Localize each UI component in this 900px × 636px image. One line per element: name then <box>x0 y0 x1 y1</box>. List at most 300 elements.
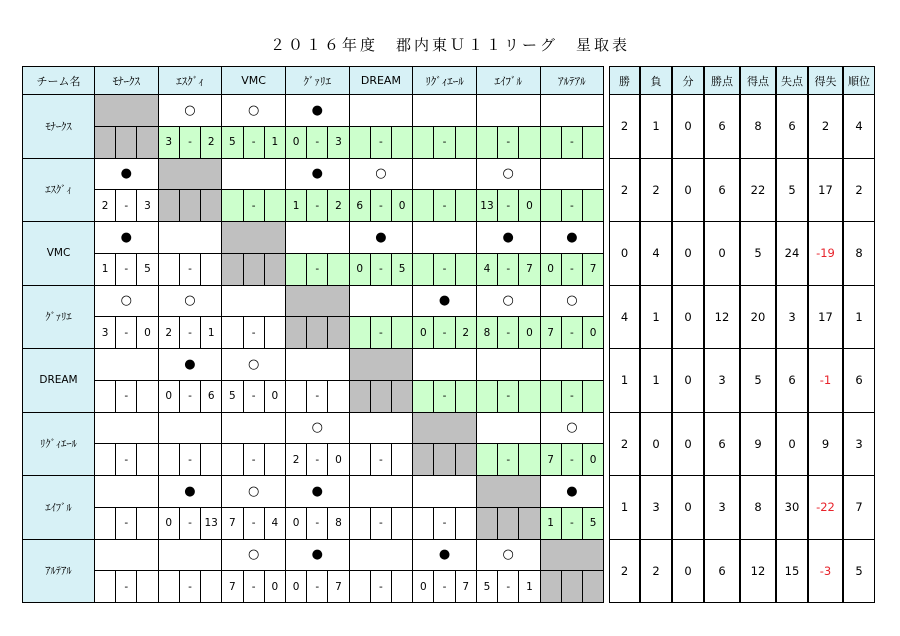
score-cell: 6 <box>350 190 371 222</box>
header-opponent: ｴｽｸﾞｨ <box>159 66 223 95</box>
score-cell: - <box>180 571 201 603</box>
diagonal-cell <box>434 444 455 476</box>
result-mark: ● <box>350 222 414 254</box>
stat-value: 6 <box>704 95 740 159</box>
score-cell: 13 <box>477 190 498 222</box>
result-mark: ○ <box>222 476 286 508</box>
score-cell: - <box>498 254 519 286</box>
result-mark <box>95 476 159 508</box>
header-opponent: ｱﾙﾃｱﾙ <box>541 66 605 95</box>
score-cell <box>392 571 413 603</box>
header-team-name: チーム名 <box>22 66 95 95</box>
stat-value: 1 <box>640 286 672 350</box>
result-mark: ● <box>95 222 159 254</box>
stat-value: 6 <box>704 159 740 223</box>
score-cell: - <box>244 508 265 540</box>
stat-value: 6 <box>704 540 740 604</box>
header-stat: 得失 <box>808 66 843 95</box>
score-cell: - <box>434 190 455 222</box>
score-cell <box>583 127 604 159</box>
score-cell: 0 <box>541 254 562 286</box>
header-stat: 勝点 <box>704 66 740 95</box>
team-name: ﾘｸﾞｨｴｰﾙ <box>22 413 95 477</box>
diagonal-cell <box>392 381 413 413</box>
score-cell: - <box>562 190 583 222</box>
result-mark <box>222 286 286 318</box>
score-cell: 0 <box>159 381 180 413</box>
score-cell <box>95 571 116 603</box>
score-cell: 0 <box>286 571 307 603</box>
score-cell <box>541 381 562 413</box>
stat-value: 0 <box>672 286 704 350</box>
diagonal-cell <box>541 571 562 603</box>
score-cell: - <box>371 190 392 222</box>
score-cell <box>222 190 243 222</box>
stat-value: 22 <box>740 159 776 223</box>
stat-value: 3 <box>776 286 808 350</box>
score-cell: 0 <box>265 571 286 603</box>
score-cell: - <box>244 381 265 413</box>
score-cell: 2 <box>328 190 349 222</box>
score-cell <box>265 190 286 222</box>
result-mark <box>95 413 159 445</box>
diagonal-cell <box>350 381 371 413</box>
score-cell: 2 <box>456 317 477 349</box>
score-cell <box>477 381 498 413</box>
score-cell: 0 <box>519 190 540 222</box>
score-cell: 3 <box>95 317 116 349</box>
team-name: ｴｲﾌﾞﾙ <box>22 476 95 540</box>
score-cell <box>95 381 116 413</box>
stat-value: 9 <box>808 413 843 477</box>
stat-value: 20 <box>740 286 776 350</box>
diagonal-cell <box>413 413 477 445</box>
header-opponent: ｸﾞｧﾘｴ <box>286 66 350 95</box>
result-mark: ● <box>95 159 159 191</box>
diagonal-cell <box>286 317 307 349</box>
stat-value: 7 <box>843 476 875 540</box>
score-cell <box>350 444 371 476</box>
stat-value: 2 <box>808 95 843 159</box>
score-cell: - <box>307 190 328 222</box>
score-cell: 8 <box>328 508 349 540</box>
diagonal-cell <box>265 254 286 286</box>
score-cell: 0 <box>519 317 540 349</box>
score-cell: - <box>307 508 328 540</box>
stat-value: 6 <box>776 95 808 159</box>
score-cell: 5 <box>137 254 158 286</box>
result-mark <box>350 286 414 318</box>
score-cell: 0 <box>265 381 286 413</box>
score-cell: - <box>116 317 137 349</box>
score-cell <box>456 254 477 286</box>
score-cell <box>95 444 116 476</box>
score-cell <box>519 127 540 159</box>
score-cell <box>201 444 222 476</box>
diagonal-cell <box>328 317 349 349</box>
score-cell <box>519 444 540 476</box>
stat-value: 6 <box>843 349 875 413</box>
score-cell: 0 <box>350 254 371 286</box>
score-cell: - <box>434 317 455 349</box>
header-stat: 得点 <box>740 66 776 95</box>
result-mark: ○ <box>541 413 605 445</box>
score-cell: - <box>371 317 392 349</box>
stat-value: 30 <box>776 476 808 540</box>
diagonal-cell <box>244 254 265 286</box>
score-cell: 2 <box>201 127 222 159</box>
score-cell: 0 <box>286 508 307 540</box>
stat-value: 8 <box>843 222 875 286</box>
header-stat: 順位 <box>843 66 875 95</box>
score-cell <box>265 317 286 349</box>
stat-value: 24 <box>776 222 808 286</box>
score-cell: 1 <box>286 190 307 222</box>
score-cell <box>583 190 604 222</box>
score-cell: 2 <box>286 444 307 476</box>
result-mark: ● <box>477 222 541 254</box>
score-cell <box>286 381 307 413</box>
team-name: ｱﾙﾃｱﾙ <box>22 540 95 604</box>
score-cell: - <box>116 571 137 603</box>
result-mark <box>413 222 477 254</box>
stat-value: 0 <box>609 222 640 286</box>
score-cell <box>392 508 413 540</box>
stat-value: 0 <box>672 540 704 604</box>
score-cell: - <box>244 190 265 222</box>
stat-value: 12 <box>740 540 776 604</box>
score-cell: - <box>244 444 265 476</box>
stat-value: 2 <box>609 540 640 604</box>
score-cell: 1 <box>519 571 540 603</box>
result-mark: ● <box>413 286 477 318</box>
stat-value: 8 <box>740 476 776 540</box>
score-cell <box>413 127 434 159</box>
score-cell: - <box>498 444 519 476</box>
result-mark <box>477 95 541 127</box>
stat-value: 5 <box>843 540 875 604</box>
result-mark <box>95 540 159 572</box>
score-cell <box>201 254 222 286</box>
result-mark: ● <box>286 476 350 508</box>
score-cell: - <box>498 127 519 159</box>
stat-value: -3 <box>808 540 843 604</box>
score-cell <box>137 381 158 413</box>
stat-value: 3 <box>704 476 740 540</box>
result-mark <box>541 95 605 127</box>
score-cell <box>222 444 243 476</box>
score-cell: - <box>434 254 455 286</box>
score-cell: - <box>434 127 455 159</box>
result-mark: ● <box>159 349 223 381</box>
team-name: ｴｽｸﾞｨ <box>22 159 95 223</box>
result-mark: ○ <box>159 286 223 318</box>
score-cell: 5 <box>222 381 243 413</box>
score-cell: - <box>116 190 137 222</box>
score-cell: 1 <box>201 317 222 349</box>
result-mark <box>350 95 414 127</box>
score-cell: 3 <box>159 127 180 159</box>
score-cell: - <box>244 127 265 159</box>
score-cell <box>392 127 413 159</box>
score-cell: - <box>562 317 583 349</box>
diagonal-cell <box>477 508 498 540</box>
team-name: DREAM <box>22 349 95 413</box>
score-cell: - <box>371 571 392 603</box>
score-cell <box>95 508 116 540</box>
score-cell: 4 <box>265 508 286 540</box>
score-cell <box>413 190 434 222</box>
score-cell: - <box>180 508 201 540</box>
score-cell: - <box>562 381 583 413</box>
score-cell <box>265 444 286 476</box>
score-cell <box>328 381 349 413</box>
page-title: ２０１６年度 郡内東Ｕ１１リーグ 星取表 <box>269 36 630 54</box>
stat-value: -1 <box>808 349 843 413</box>
score-cell <box>413 381 434 413</box>
diagonal-cell <box>116 127 137 159</box>
score-cell: 1 <box>265 127 286 159</box>
diagonal-cell <box>413 444 434 476</box>
score-cell <box>413 254 434 286</box>
stat-value: 2 <box>609 95 640 159</box>
score-cell: - <box>562 254 583 286</box>
score-cell: - <box>498 571 519 603</box>
result-mark: ○ <box>95 286 159 318</box>
stat-value: 0 <box>672 476 704 540</box>
score-cell: 5 <box>477 571 498 603</box>
score-cell: 0 <box>583 317 604 349</box>
score-cell: - <box>498 190 519 222</box>
score-cell <box>201 571 222 603</box>
stat-value: 2 <box>640 540 672 604</box>
score-cell: 1 <box>541 508 562 540</box>
score-cell: 8 <box>477 317 498 349</box>
score-cell <box>350 317 371 349</box>
score-cell: - <box>180 127 201 159</box>
result-mark: ○ <box>222 349 286 381</box>
score-cell: 0 <box>583 444 604 476</box>
score-cell <box>392 444 413 476</box>
stat-value: 9 <box>740 413 776 477</box>
score-cell: - <box>562 127 583 159</box>
score-cell: - <box>371 127 392 159</box>
score-cell <box>456 381 477 413</box>
score-cell: 0 <box>328 444 349 476</box>
score-cell <box>392 317 413 349</box>
score-cell: - <box>434 571 455 603</box>
result-mark: ● <box>541 476 605 508</box>
diagonal-cell <box>519 508 540 540</box>
score-cell <box>328 254 349 286</box>
result-mark: ○ <box>350 159 414 191</box>
stat-value: 6 <box>776 349 808 413</box>
score-cell: 1 <box>95 254 116 286</box>
score-cell <box>137 508 158 540</box>
stat-value: 1 <box>640 349 672 413</box>
score-cell: - <box>116 381 137 413</box>
stat-value: 2 <box>843 159 875 223</box>
result-mark: ○ <box>159 95 223 127</box>
score-cell: 0 <box>159 508 180 540</box>
diagonal-cell <box>137 127 158 159</box>
score-cell <box>350 571 371 603</box>
result-mark: ● <box>541 222 605 254</box>
score-cell <box>477 127 498 159</box>
score-cell: 5 <box>222 127 243 159</box>
team-name: VMC <box>22 222 95 286</box>
score-cell: 2 <box>95 190 116 222</box>
diagonal-cell <box>456 444 477 476</box>
stat-value: 6 <box>704 413 740 477</box>
score-cell: - <box>180 444 201 476</box>
header-stat: 分 <box>672 66 704 95</box>
result-mark <box>541 159 605 191</box>
result-mark <box>350 413 414 445</box>
score-cell: 2 <box>159 317 180 349</box>
score-cell: 7 <box>519 254 540 286</box>
result-mark <box>413 159 477 191</box>
stat-value: -19 <box>808 222 843 286</box>
diagonal-cell <box>371 381 392 413</box>
score-cell: 7 <box>222 571 243 603</box>
score-cell: - <box>244 571 265 603</box>
stat-value: 17 <box>808 159 843 223</box>
score-cell <box>541 190 562 222</box>
header-opponent: ﾓﾅｰｸｽ <box>95 66 159 95</box>
stat-value: 3 <box>704 349 740 413</box>
stat-value: 1 <box>609 476 640 540</box>
stat-value: 4 <box>609 286 640 350</box>
stat-value: 15 <box>776 540 808 604</box>
score-cell: 5 <box>583 508 604 540</box>
stat-value: 5 <box>740 349 776 413</box>
score-cell <box>350 127 371 159</box>
result-mark <box>222 413 286 445</box>
result-mark: ○ <box>286 413 350 445</box>
diagonal-cell <box>222 254 243 286</box>
result-mark <box>159 413 223 445</box>
score-cell: - <box>371 444 392 476</box>
diagonal-cell <box>95 95 159 127</box>
diagonal-cell <box>498 508 519 540</box>
result-mark <box>95 349 159 381</box>
score-cell: - <box>307 444 328 476</box>
score-cell: - <box>116 444 137 476</box>
score-cell <box>159 254 180 286</box>
score-cell: - <box>371 254 392 286</box>
score-cell: - <box>498 317 519 349</box>
result-mark: ○ <box>477 159 541 191</box>
score-cell: 7 <box>583 254 604 286</box>
header-opponent: DREAM <box>350 66 414 95</box>
team-name: ｸﾞｧﾘｴ <box>22 286 95 350</box>
result-mark <box>222 159 286 191</box>
team-name: ﾓﾅｰｸｽ <box>22 95 95 159</box>
header-stat: 失点 <box>776 66 808 95</box>
score-cell <box>477 444 498 476</box>
stat-value: 3 <box>640 476 672 540</box>
stat-value: 8 <box>740 95 776 159</box>
header-opponent: ｴｲﾌﾞﾙ <box>477 66 541 95</box>
result-mark: ○ <box>477 540 541 572</box>
result-mark <box>477 349 541 381</box>
score-cell: - <box>562 444 583 476</box>
diagonal-cell <box>159 159 223 191</box>
header-opponent: ﾘｸﾞｨｴｰﾙ <box>413 66 477 95</box>
stat-value: 4 <box>843 95 875 159</box>
result-mark: ○ <box>477 286 541 318</box>
score-cell: 7 <box>222 508 243 540</box>
header-opponent: VMC <box>222 66 286 95</box>
score-cell: - <box>307 571 328 603</box>
result-mark <box>413 476 477 508</box>
diagonal-cell <box>180 190 201 222</box>
score-cell: - <box>562 508 583 540</box>
score-cell <box>413 508 434 540</box>
header-stat: 勝 <box>609 66 640 95</box>
result-mark: ● <box>286 95 350 127</box>
score-cell: - <box>371 508 392 540</box>
score-cell <box>350 508 371 540</box>
diagonal-cell <box>222 222 286 254</box>
result-mark <box>350 540 414 572</box>
stat-value: 1 <box>640 95 672 159</box>
score-cell <box>286 254 307 286</box>
score-cell: - <box>180 254 201 286</box>
result-mark <box>286 222 350 254</box>
stat-value: 0 <box>704 222 740 286</box>
score-cell <box>137 571 158 603</box>
score-cell: - <box>434 381 455 413</box>
score-cell <box>159 444 180 476</box>
stat-value: 0 <box>672 413 704 477</box>
score-cell: 7 <box>328 571 349 603</box>
stat-value: 17 <box>808 286 843 350</box>
result-mark: ○ <box>541 286 605 318</box>
score-cell: 4 <box>477 254 498 286</box>
diagonal-cell <box>159 190 180 222</box>
stat-value: 0 <box>672 95 704 159</box>
score-cell: 0 <box>286 127 307 159</box>
result-mark <box>350 476 414 508</box>
score-cell: 0 <box>413 571 434 603</box>
score-cell: 5 <box>392 254 413 286</box>
result-mark: ● <box>286 159 350 191</box>
stat-value: 0 <box>672 159 704 223</box>
score-cell <box>456 127 477 159</box>
result-mark: ● <box>286 540 350 572</box>
score-cell: 7 <box>541 317 562 349</box>
stat-value: 0 <box>776 413 808 477</box>
stat-value: 0 <box>672 222 704 286</box>
diagonal-cell <box>307 317 328 349</box>
result-mark: ○ <box>222 95 286 127</box>
score-cell: - <box>116 508 137 540</box>
stat-value: 2 <box>609 413 640 477</box>
result-mark <box>541 349 605 381</box>
stat-value: 5 <box>740 222 776 286</box>
diagonal-cell <box>201 190 222 222</box>
result-mark: ● <box>413 540 477 572</box>
score-cell: - <box>434 508 455 540</box>
score-cell: 7 <box>541 444 562 476</box>
result-mark: ○ <box>222 540 286 572</box>
result-mark: ● <box>159 476 223 508</box>
score-cell <box>159 571 180 603</box>
diagonal-cell <box>562 571 583 603</box>
score-cell <box>137 444 158 476</box>
